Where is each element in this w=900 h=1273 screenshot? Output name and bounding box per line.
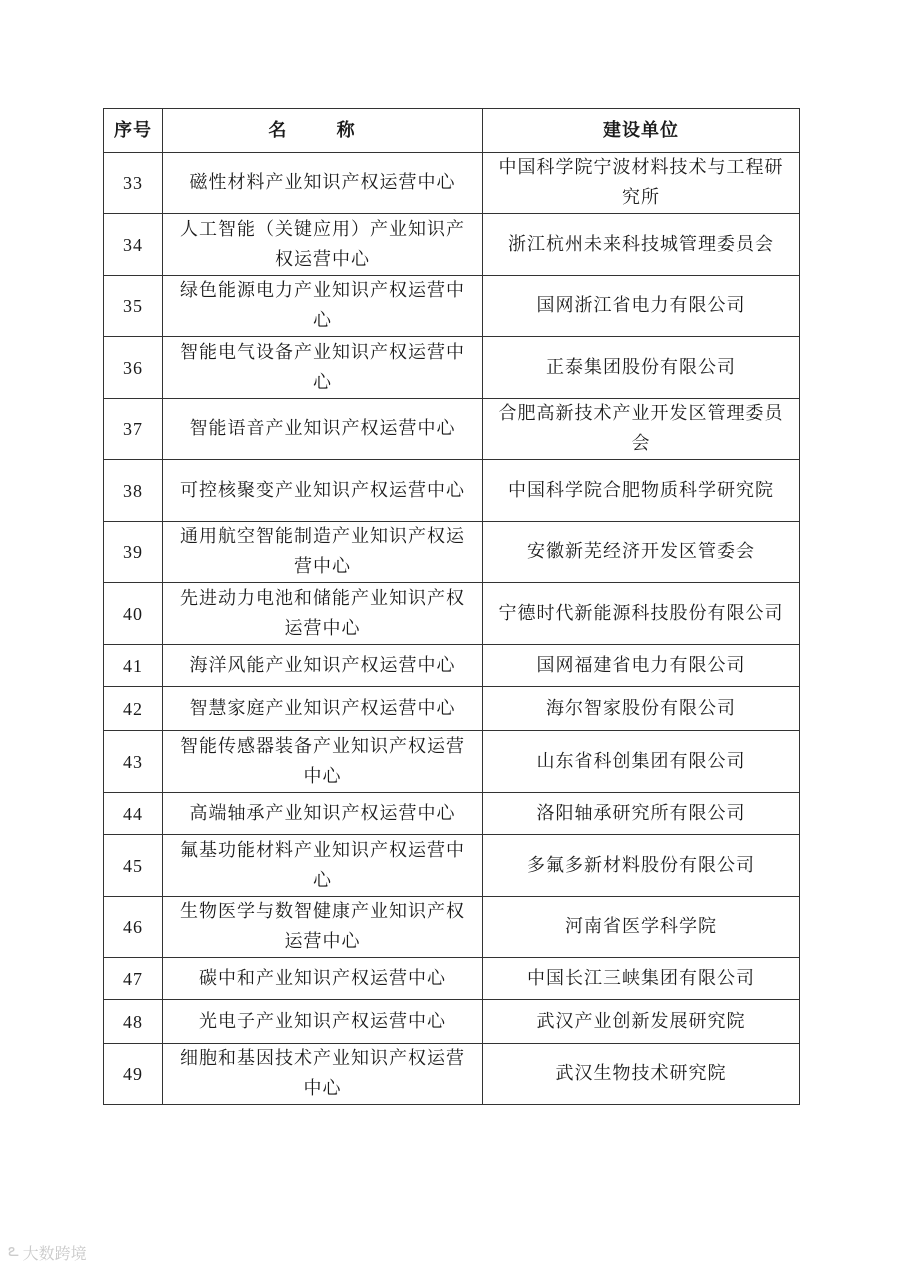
row-unit: 合肥高新技术产业开发区管理委员会 [483,399,800,460]
watermark [8,1240,87,1265]
table-row [104,687,800,731]
table-row [104,958,800,1000]
watermark-text: 大数跨境 [22,1244,87,1263]
row-unit: 国网浙江省电力有限公司 [483,276,800,337]
row-serial: 42 [104,687,163,731]
row-unit: 安徽新芜经济开发区管委会 [483,522,800,583]
row-unit: 国网福建省电力有限公司 [483,645,800,687]
row-unit: 海尔智家股份有限公司 [483,687,800,731]
row-serial: 35 [104,276,163,337]
row-unit: 多氟多新材料股份有限公司 [483,835,800,897]
table-row [104,645,800,687]
table-row [104,153,800,214]
row-name: 先进动力电池和储能产业知识产权运营中心 [163,583,483,645]
row-serial: 49 [104,1044,163,1105]
row-name: 智能电气设备产业知识产权运营中心 [163,337,483,399]
table-row [104,460,800,522]
table-row [104,522,800,583]
table-row [104,1044,800,1105]
table-row [104,399,800,460]
row-unit: 武汉产业创新发展研究院 [483,1000,800,1044]
row-name: 智慧家庭产业知识产权运营中心 [163,687,483,731]
row-serial: 36 [104,337,163,399]
row-unit: 武汉生物技术研究院 [483,1044,800,1105]
row-unit: 中国科学院合肥物质科学研究院 [483,460,800,522]
row-name: 碳中和产业知识产权运营中心 [163,958,483,1000]
row-name: 生物医学与数智健康产业知识产权运营中心 [163,897,483,958]
row-name: 细胞和基因技术产业知识产权运营中心 [163,1044,483,1105]
row-serial: 34 [104,214,163,276]
table-row [104,897,800,958]
row-serial: 45 [104,835,163,897]
table-row [104,214,800,276]
row-unit: 山东省科创集团有限公司 [483,731,800,793]
table-row [104,583,800,645]
row-serial: 46 [104,897,163,958]
table-row [104,276,800,337]
row-serial: 44 [104,793,163,835]
row-name: 智能语音产业知识产权运营中心 [163,399,483,460]
row-name: 通用航空智能制造产业知识产权运营中心 [163,522,483,583]
row-name: 可控核聚变产业知识产权运营中心 [163,460,483,522]
header-unit: 建设单位 [483,109,800,153]
row-serial: 33 [104,153,163,214]
row-unit: 正泰集团股份有限公司 [483,337,800,399]
row-name: 智能传感器装备产业知识产权运营中心 [163,731,483,793]
row-name: 光电子产业知识产权运营中心 [163,1000,483,1044]
row-name: 绿色能源电力产业知识产权运营中心 [163,276,483,337]
row-serial: 48 [104,1000,163,1044]
table-header-row [104,109,800,153]
row-name: 海洋风能产业知识产权运营中心 [163,645,483,687]
table-row [104,835,800,897]
row-name: 高端轴承产业知识产权运营中心 [163,793,483,835]
chat-bubble-icon: ఽ [8,1240,19,1261]
table-row [104,337,800,399]
table-row [104,731,800,793]
row-serial: 43 [104,731,163,793]
row-unit: 洛阳轴承研究所有限公司 [483,793,800,835]
row-unit: 浙江杭州未来科技城管理委员会 [483,214,800,276]
row-serial: 47 [104,958,163,1000]
row-name: 氟基功能材料产业知识产权运营中心 [163,835,483,897]
center-list-table [103,108,800,1105]
row-serial: 38 [104,460,163,522]
table-row [104,1000,800,1044]
row-name: 人工智能（关键应用）产业知识产权运营中心 [163,214,483,276]
row-unit: 中国长江三峡集团有限公司 [483,958,800,1000]
row-unit: 中国科学院宁波材料技术与工程研究所 [483,153,800,214]
row-serial: 40 [104,583,163,645]
row-serial: 39 [104,522,163,583]
header-serial: 序号 [104,109,163,153]
row-serial: 37 [104,399,163,460]
row-serial: 41 [104,645,163,687]
row-name: 磁性材料产业知识产权运营中心 [163,153,483,214]
row-unit: 河南省医学科学院 [483,897,800,958]
table-row [104,793,800,835]
header-name: 名 称 [163,109,483,153]
row-unit: 宁德时代新能源科技股份有限公司 [483,583,800,645]
